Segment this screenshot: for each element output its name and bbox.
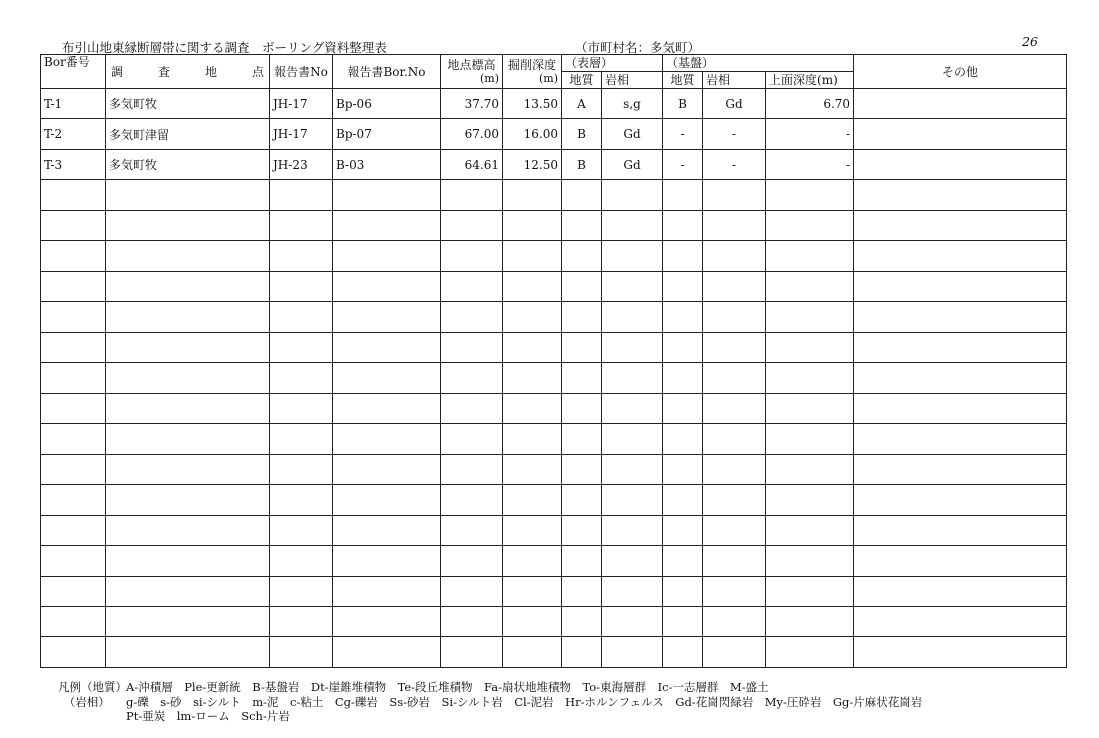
cell-report-bor-no: [333, 393, 441, 423]
empty-table-row: [41, 485, 1067, 515]
cell-basement-geology: [663, 241, 703, 271]
cell-surface-lithology: [602, 454, 663, 484]
cell-surface-geology: [562, 546, 602, 576]
cell-bor-no: T-2: [41, 119, 106, 149]
cell-elevation: 64.61: [441, 149, 503, 179]
cell-basement-geology: [663, 210, 703, 240]
empty-table-row: [41, 637, 1067, 668]
cell-depth: [503, 332, 562, 362]
cell-elevation: [441, 637, 503, 668]
cell-report-no: JH-17: [270, 89, 333, 119]
cell-top-depth: 6.70: [766, 89, 854, 119]
cell-surface-lithology: [602, 393, 663, 423]
cell-report-no: [270, 454, 333, 484]
cell-other: [854, 576, 1067, 606]
cell-bor-no: [41, 576, 106, 606]
cell-location: [106, 637, 270, 668]
cell-surface-lithology: [602, 424, 663, 454]
cell-basement-lithology: [703, 393, 766, 423]
cell-report-no: JH-17: [270, 119, 333, 149]
empty-table-row: [41, 332, 1067, 362]
cell-top-depth: [766, 515, 854, 545]
header-surface-geology: 地質: [562, 72, 602, 89]
cell-top-depth: [766, 546, 854, 576]
cell-surface-geology: [562, 180, 602, 210]
cell-bor-no: T-1: [41, 89, 106, 119]
cell-elevation: [441, 606, 503, 636]
cell-elevation: [441, 546, 503, 576]
cell-report-bor-no: [333, 241, 441, 271]
empty-table-row: [41, 424, 1067, 454]
cell-report-no: [270, 393, 333, 423]
cell-depth: [503, 241, 562, 271]
cell-report-bor-no: [333, 332, 441, 362]
legend-geology-label: 凡例（地質）: [58, 680, 127, 694]
cell-report-no: [270, 241, 333, 271]
cell-location: 多気町津留: [106, 119, 270, 149]
cell-top-depth: [766, 454, 854, 484]
cell-other: [854, 210, 1067, 240]
cell-surface-geology: B: [562, 149, 602, 179]
header-surface-group: （表層）: [562, 55, 663, 72]
cell-depth: [503, 180, 562, 210]
cell-depth: [503, 424, 562, 454]
cell-depth: [503, 606, 562, 636]
cell-report-no: [270, 606, 333, 636]
cell-basement-geology: B: [663, 89, 703, 119]
cell-depth: [503, 210, 562, 240]
header-bor-no: Bor番号: [41, 55, 106, 89]
cell-elevation: [441, 180, 503, 210]
cell-depth: [503, 271, 562, 301]
cell-top-depth: [766, 606, 854, 636]
empty-table-row: [41, 393, 1067, 423]
cell-other: [854, 89, 1067, 119]
cell-report-bor-no: [333, 363, 441, 393]
cell-surface-geology: B: [562, 119, 602, 149]
cell-bor-no: [41, 271, 106, 301]
cell-depth: [503, 393, 562, 423]
cell-surface-lithology: [602, 546, 663, 576]
cell-report-no: [270, 515, 333, 545]
cell-top-depth: [766, 210, 854, 240]
cell-report-bor-no: [333, 637, 441, 668]
cell-report-bor-no: [333, 546, 441, 576]
cell-surface-geology: [562, 393, 602, 423]
cell-report-bor-no: [333, 180, 441, 210]
cell-other: [854, 424, 1067, 454]
header-other: その他: [854, 55, 1067, 89]
cell-surface-geology: [562, 454, 602, 484]
cell-depth: [503, 485, 562, 515]
cell-surface-lithology: [602, 271, 663, 301]
cell-basement-lithology: [703, 515, 766, 545]
empty-table-row: [41, 302, 1067, 332]
cell-basement-lithology: [703, 271, 766, 301]
cell-other: [854, 332, 1067, 362]
header-location: 調 査 地 点: [106, 55, 270, 89]
cell-top-depth: [766, 424, 854, 454]
cell-report-bor-no: [333, 424, 441, 454]
cell-basement-lithology: [703, 363, 766, 393]
cell-bor-no: [41, 424, 106, 454]
header-report-bor-no: 報告書Bor.No: [333, 55, 441, 89]
header-surface-lithology: 岩相: [602, 72, 663, 89]
cell-surface-geology: [562, 576, 602, 606]
cell-surface-geology: [562, 363, 602, 393]
cell-location: [106, 515, 270, 545]
cell-top-depth: [766, 485, 854, 515]
cell-basement-geology: [663, 576, 703, 606]
cell-surface-geology: [562, 241, 602, 271]
empty-table-row: [41, 546, 1067, 576]
cell-elevation: [441, 241, 503, 271]
empty-table-row: [41, 515, 1067, 545]
cell-basement-lithology: [703, 302, 766, 332]
cell-surface-lithology: [602, 180, 663, 210]
cell-basement-geology: [663, 302, 703, 332]
cell-surface-lithology: [602, 576, 663, 606]
cell-surface-geology: [562, 210, 602, 240]
cell-location: [106, 302, 270, 332]
cell-basement-geology: [663, 424, 703, 454]
cell-report-no: [270, 485, 333, 515]
cell-location: 多気町牧: [106, 149, 270, 179]
cell-depth: [503, 302, 562, 332]
cell-location: [106, 210, 270, 240]
cell-depth: [503, 637, 562, 668]
cell-basement-geology: -: [663, 149, 703, 179]
cell-location: [106, 424, 270, 454]
document-title: 布引山地東縁断層帯に関する調査 ボーリング資料整理表: [62, 40, 387, 55]
cell-report-bor-no: [333, 454, 441, 484]
cell-bor-no: [41, 332, 106, 362]
cell-depth: 12.50: [503, 149, 562, 179]
cell-elevation: [441, 302, 503, 332]
cell-basement-lithology: -: [703, 119, 766, 149]
cell-top-depth: [766, 241, 854, 271]
cell-report-no: [270, 180, 333, 210]
cell-basement-geology: -: [663, 119, 703, 149]
cell-report-no: [270, 576, 333, 606]
cell-basement-lithology: [703, 637, 766, 668]
cell-elevation: [441, 271, 503, 301]
cell-other: [854, 637, 1067, 668]
empty-table-row: [41, 454, 1067, 484]
cell-report-no: [270, 637, 333, 668]
cell-surface-lithology: Gd: [602, 119, 663, 149]
cell-report-no: [270, 332, 333, 362]
cell-basement-lithology: [703, 241, 766, 271]
cell-other: [854, 546, 1067, 576]
cell-surface-lithology: [602, 485, 663, 515]
cell-bor-no: [41, 363, 106, 393]
cell-bor-no: T-3: [41, 149, 106, 179]
cell-bor-no: [41, 210, 106, 240]
cell-basement-geology: [663, 515, 703, 545]
cell-report-bor-no: B-03: [333, 149, 441, 179]
cell-elevation: [441, 210, 503, 240]
cell-location: [106, 180, 270, 210]
cell-location: [106, 393, 270, 423]
cell-basement-geology: [663, 546, 703, 576]
cell-basement-geology: [663, 271, 703, 301]
cell-other: [854, 485, 1067, 515]
cell-other: [854, 271, 1067, 301]
cell-other: [854, 515, 1067, 545]
cell-bor-no: [41, 515, 106, 545]
boring-data-table: [40, 54, 1067, 668]
header-basement-geology: 地質: [663, 72, 703, 89]
cell-report-bor-no: [333, 606, 441, 636]
cell-surface-geology: [562, 637, 602, 668]
cell-basement-geology: [663, 180, 703, 210]
cell-other: [854, 302, 1067, 332]
header-depth: 掘削深度 (m): [503, 55, 562, 89]
cell-depth: [503, 363, 562, 393]
legend-lithology-text: g-礫 s-砂 si-シルト m-泥 c-粘土 Cg-礫岩 Ss-砂岩 Si-シルト岩 Cl-泥岩 Hr-ホルンフェルス Gd-花崗閃緑岩 My-圧砕岩 Gg-片麻状花崗岩: [126, 694, 923, 709]
empty-table-row: [41, 241, 1067, 271]
cell-surface-geology: [562, 332, 602, 362]
cell-elevation: 67.00: [441, 119, 503, 149]
cell-depth: [503, 515, 562, 545]
header-basement-group: （基盤）: [663, 55, 854, 72]
cell-basement-lithology: [703, 454, 766, 484]
cell-report-no: [270, 271, 333, 301]
header-report-no: 報告書No: [270, 55, 333, 89]
cell-report-no: [270, 210, 333, 240]
cell-other: [854, 149, 1067, 179]
cell-surface-lithology: [602, 332, 663, 362]
cell-basement-geology: [663, 332, 703, 362]
cell-surface-lithology: [602, 515, 663, 545]
cell-surface-lithology: [602, 363, 663, 393]
cell-elevation: [441, 363, 503, 393]
cell-report-bor-no: Bp-07: [333, 119, 441, 149]
cell-surface-geology: [562, 302, 602, 332]
municipality-label: （市町村名：多気町）: [575, 40, 701, 55]
cell-report-bor-no: [333, 515, 441, 545]
cell-depth: 16.00: [503, 119, 562, 149]
cell-location: 多気町牧: [106, 89, 270, 119]
cell-top-depth: [766, 302, 854, 332]
legend: [58, 680, 922, 724]
cell-surface-lithology: [602, 241, 663, 271]
cell-surface-geology: A: [562, 89, 602, 119]
cell-surface-geology: [562, 485, 602, 515]
cell-bor-no: [41, 454, 106, 484]
cell-location: [106, 363, 270, 393]
cell-top-depth: [766, 363, 854, 393]
cell-report-bor-no: [333, 302, 441, 332]
cell-bor-no: [41, 485, 106, 515]
cell-bor-no: [41, 606, 106, 636]
cell-basement-lithology: [703, 606, 766, 636]
cell-surface-lithology: [602, 210, 663, 240]
cell-location: [106, 546, 270, 576]
cell-surface-lithology: Gd: [602, 149, 663, 179]
cell-top-depth: [766, 332, 854, 362]
cell-basement-lithology: Gd: [703, 89, 766, 119]
page-number: 26: [1022, 34, 1038, 49]
legend-geology-text: A-沖積層 Ple-更新統 B-基盤岩 Dt-崖錐堆積物 Te-段丘堆積物 Fa-扇状地堆積物 To-東海層群 Ic-一志層群 M-盛土: [126, 680, 769, 694]
cell-other: [854, 119, 1067, 149]
cell-bor-no: [41, 302, 106, 332]
cell-location: [106, 454, 270, 484]
cell-basement-lithology: [703, 332, 766, 362]
cell-report-bor-no: Bp-06: [333, 89, 441, 119]
cell-elevation: [441, 393, 503, 423]
cell-location: [106, 271, 270, 301]
cell-basement-geology: [663, 363, 703, 393]
cell-report-no: [270, 363, 333, 393]
cell-depth: [503, 576, 562, 606]
cell-depth: [503, 454, 562, 484]
cell-other: [854, 454, 1067, 484]
legend-lithology-text-continued: Pt-亜炭 lm-ローム Sch-片岩: [126, 709, 290, 723]
cell-basement-geology: [663, 637, 703, 668]
cell-surface-lithology: [602, 302, 663, 332]
cell-top-depth: [766, 271, 854, 301]
cell-location: [106, 485, 270, 515]
cell-bor-no: [41, 180, 106, 210]
cell-report-no: [270, 546, 333, 576]
cell-elevation: [441, 454, 503, 484]
cell-surface-geology: [562, 424, 602, 454]
cell-other: [854, 606, 1067, 636]
cell-basement-lithology: [703, 210, 766, 240]
cell-basement-geology: [663, 485, 703, 515]
cell-basement-lithology: -: [703, 149, 766, 179]
cell-elevation: [441, 576, 503, 606]
header-elevation: 地点標高 (m): [441, 55, 503, 89]
cell-basement-lithology: [703, 180, 766, 210]
cell-elevation: 37.70: [441, 89, 503, 119]
table-row: [41, 119, 1067, 149]
cell-other: [854, 363, 1067, 393]
cell-basement-lithology: [703, 424, 766, 454]
cell-basement-lithology: [703, 485, 766, 515]
cell-surface-geology: [562, 271, 602, 301]
empty-table-row: [41, 210, 1067, 240]
cell-elevation: [441, 485, 503, 515]
legend-lithology-label: （岩相）: [58, 694, 110, 709]
cell-surface-geology: [562, 606, 602, 636]
cell-elevation: [441, 515, 503, 545]
cell-surface-lithology: s,g: [602, 89, 663, 119]
cell-depth: [503, 546, 562, 576]
empty-table-row: [41, 606, 1067, 636]
cell-basement-geology: [663, 454, 703, 484]
cell-other: [854, 180, 1067, 210]
cell-report-bor-no: [333, 210, 441, 240]
cell-bor-no: [41, 546, 106, 576]
cell-surface-geology: [562, 515, 602, 545]
table-row: [41, 149, 1067, 179]
cell-top-depth: -: [766, 119, 854, 149]
cell-top-depth: -: [766, 149, 854, 179]
cell-report-bor-no: [333, 485, 441, 515]
cell-basement-lithology: [703, 546, 766, 576]
cell-location: [106, 332, 270, 362]
cell-location: [106, 241, 270, 271]
cell-location: [106, 606, 270, 636]
cell-report-bor-no: [333, 576, 441, 606]
cell-top-depth: [766, 393, 854, 423]
cell-top-depth: [766, 637, 854, 668]
cell-report-no: [270, 302, 333, 332]
cell-elevation: [441, 424, 503, 454]
cell-top-depth: [766, 180, 854, 210]
header-basement-lithology: 岩相: [703, 72, 766, 89]
cell-top-depth: [766, 576, 854, 606]
cell-depth: 13.50: [503, 89, 562, 119]
cell-other: [854, 241, 1067, 271]
cell-basement-geology: [663, 606, 703, 636]
cell-bor-no: [41, 241, 106, 271]
table-row: [41, 89, 1067, 119]
cell-location: [106, 576, 270, 606]
cell-report-bor-no: [333, 271, 441, 301]
cell-surface-lithology: [602, 637, 663, 668]
cell-other: [854, 393, 1067, 423]
cell-report-no: JH-23: [270, 149, 333, 179]
empty-table-row: [41, 363, 1067, 393]
cell-bor-no: [41, 393, 106, 423]
cell-report-no: [270, 424, 333, 454]
header-top-depth: 上面深度(m): [766, 72, 854, 89]
cell-surface-lithology: [602, 606, 663, 636]
empty-table-row: [41, 180, 1067, 210]
cell-basement-geology: [663, 393, 703, 423]
empty-table-row: [41, 576, 1067, 606]
empty-table-row: [41, 271, 1067, 301]
cell-bor-no: [41, 637, 106, 668]
cell-elevation: [441, 332, 503, 362]
cell-basement-lithology: [703, 576, 766, 606]
